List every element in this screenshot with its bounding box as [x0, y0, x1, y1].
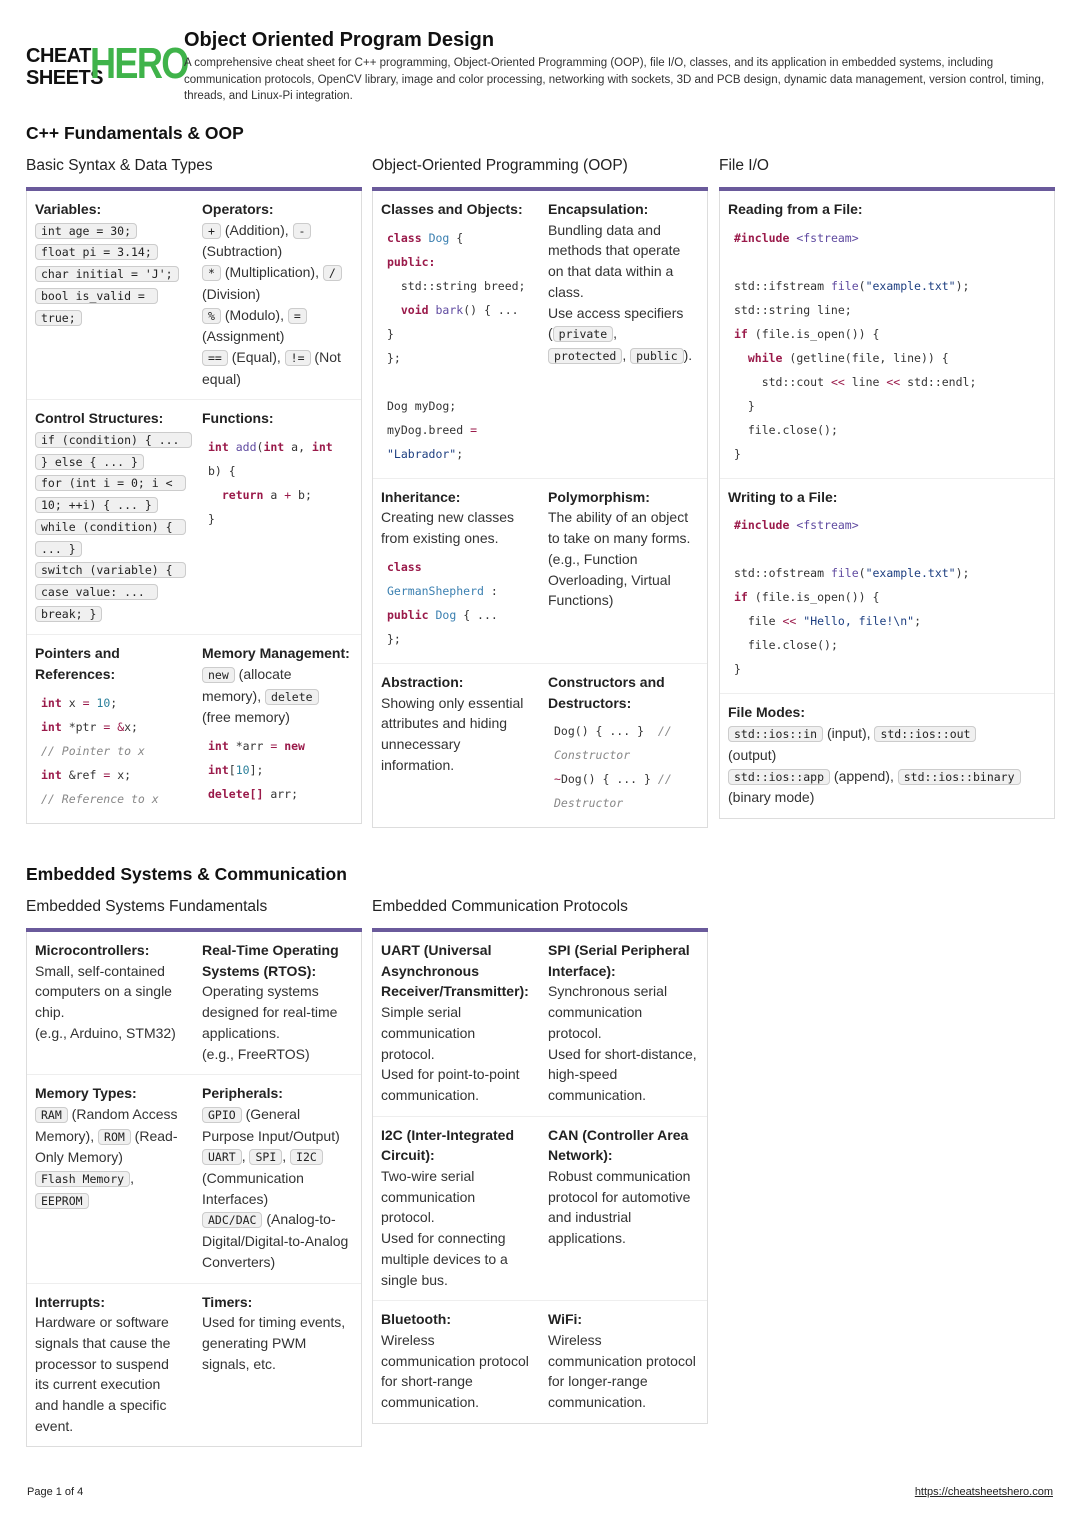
periph-adc-desc: (Analog-to-Digital/Digital-to-Analog Converters) — [202, 1211, 349, 1270]
uart-text2: Used for point-to-point communication. — [381, 1066, 520, 1103]
pointers-code — [35, 685, 186, 813]
card-title: Object-Oriented Programming (OOP) — [372, 157, 628, 174]
tok: { ... — [456, 607, 498, 622]
fn: file — [830, 278, 859, 293]
can-label: CAN (Controller Area Network): — [548, 1126, 689, 1164]
op-plus: + — [202, 223, 221, 239]
inheritance-label: Inheritance: — [381, 488, 461, 505]
memory-delete-desc: (free memory) — [202, 709, 290, 726]
control-code-4: switch (variable) { case value: ... break; } — [35, 562, 186, 621]
functions-label: Functions: — [202, 410, 274, 427]
mode-binary: std::ios::binary — [898, 769, 1021, 785]
periph-gpio: GPIO — [202, 1107, 242, 1123]
num: 10 — [96, 695, 111, 710]
kw: int — [208, 739, 229, 754]
periph-gpio-desc: (General Purpose Input/Output) — [202, 1105, 340, 1144]
uart-text: Simple serial communication protocol. — [381, 1004, 476, 1062]
encapsulation-cell — [540, 191, 707, 478]
kw: class — [387, 559, 422, 574]
inheritance-text: Creating new classes from existing ones. — [381, 509, 515, 547]
kw: delete[] — [208, 787, 264, 802]
tok: std::endl; — [900, 374, 977, 389]
micro-text2: (e.g., Arduino, STM32) — [35, 1024, 176, 1041]
section-heading-embedded: Embedded Systems & Communication — [26, 864, 347, 884]
tok: myDog.breed — [387, 422, 471, 437]
footer-link[interactable]: https://cheatsheetshero.com — [914, 1486, 1053, 1498]
str: "example.txt" — [865, 566, 956, 581]
sep: , — [613, 325, 618, 342]
memory-code — [202, 728, 353, 808]
micro-text: Small, self-contained computers on a single chip. — [35, 962, 172, 1021]
tok: b; — [291, 488, 312, 503]
tok: x; — [124, 719, 138, 734]
comment: // Pointer to x — [41, 743, 145, 758]
tok: *arr — [228, 739, 271, 754]
tok: arr; — [263, 787, 299, 802]
tok: } — [734, 662, 741, 677]
uart-label: UART (Universal Asynchronous Receiver/Transmitter): — [381, 942, 529, 1000]
memory-label: Memory Management: — [202, 645, 350, 662]
i2c-text: Two-wire serial communication protocol. — [381, 1168, 476, 1226]
kw: public — [387, 607, 429, 622]
card-row — [373, 663, 707, 827]
variables-code-1: int age = 30; — [35, 223, 137, 239]
sep: , — [622, 346, 627, 363]
op-mul-desc: (Multiplication), — [220, 264, 319, 281]
card-row — [27, 932, 361, 1074]
op-div-desc: (Division) — [202, 285, 261, 302]
polymorphism-label: Polymorphism: — [548, 488, 650, 505]
polymorphism-cell — [540, 479, 707, 663]
interrupts-label: Interrupts: — [35, 1293, 105, 1310]
memtypes-cell — [27, 1075, 194, 1282]
kw: int — [41, 695, 62, 710]
tok: { — [449, 230, 464, 245]
tok: &ref — [61, 767, 104, 782]
variables-code-3: char initial = 'J'; — [35, 266, 179, 282]
tok: (getline(file, line)) { — [782, 350, 949, 365]
tok: (file.is_open()) { — [747, 326, 880, 341]
op-mul: * — [202, 265, 221, 281]
tok: std::string breed; — [400, 278, 526, 293]
writing-cell — [720, 479, 1054, 694]
tok: (file.is_open()) { — [747, 590, 880, 605]
fn: bark — [435, 302, 464, 317]
op: ~ — [554, 772, 561, 787]
op-assign-desc: (Assignment) — [202, 328, 285, 345]
page-header — [26, 27, 1056, 107]
bluetooth-text: Wireless communication protocol for short-range communication. — [381, 1331, 529, 1411]
interrupts-cell — [27, 1284, 194, 1447]
card-row — [27, 1074, 361, 1282]
card-title: Embedded Systems Fundamentals — [26, 898, 268, 915]
spi-label: SPI (Serial Peripheral Interface): — [548, 942, 690, 979]
cheatsheetshero-logo[interactable] — [26, 39, 188, 89]
classes-code — [381, 220, 532, 468]
spi-cell — [540, 932, 707, 1116]
can-text: Robust communication protocol for automotive and industrial applications. — [548, 1168, 691, 1247]
timers-label: Timers: — [202, 1293, 253, 1310]
op: << — [782, 614, 797, 629]
memory-new: new — [202, 667, 235, 683]
type: Dog — [428, 230, 450, 245]
tok: a, — [284, 440, 312, 455]
mode-out: std::ios::out — [874, 726, 976, 742]
card-row — [720, 478, 1054, 694]
str: "Labrador" — [387, 446, 457, 461]
page-title: Object Oriented Program Design — [184, 29, 495, 51]
periph-adc: ADC/DAC — [202, 1212, 262, 1228]
sep: ). — [683, 346, 693, 363]
operators-cell — [194, 191, 361, 399]
tok: }; — [387, 350, 401, 365]
memory-new-desc: (allocate memory), — [202, 666, 292, 704]
bluetooth-cell — [373, 1301, 540, 1423]
num: 10 — [235, 763, 250, 778]
kw: class — [387, 230, 422, 245]
variables-code-2: float pi = 3.14; — [35, 244, 158, 260]
tok: } — [747, 398, 755, 413]
sep: , — [282, 1148, 287, 1165]
mem-rom-desc: (Read-Only Memory) — [35, 1127, 178, 1166]
kw: if — [734, 590, 748, 605]
mode-out-desc: (output) — [728, 746, 777, 763]
variables-label: Variables: — [35, 201, 102, 217]
tok: std::string line; — [734, 302, 852, 317]
pointers-label: Pointers and References: — [35, 645, 120, 683]
op-eq: == — [202, 350, 228, 366]
tok: Dog() { ... } — [560, 772, 651, 787]
kw: return — [221, 488, 264, 503]
op-ne-desc: (Not equal) — [202, 348, 341, 387]
encapsulation-label: Encapsulation: — [548, 201, 649, 217]
spi-text: Synchronous serial communication protocol. — [548, 983, 668, 1041]
tok: [ — [228, 763, 236, 778]
periph-i2c: I2C — [290, 1149, 323, 1165]
inheritance-cell — [373, 479, 540, 663]
writing-code: #include <fstream> std::ofstream file("example.txt"); if (file.is_open()) { file << "Hello, file!\n"; file.close(); } — [734, 518, 970, 677]
mem-rom: ROM — [98, 1129, 131, 1145]
str: "example.txt" — [865, 278, 956, 293]
control-code-1: if (condition) { ... } else { ... } — [35, 432, 192, 470]
op-minus-desc: (Subtraction) — [202, 243, 283, 260]
op: = — [103, 767, 111, 782]
header-text — [184, 27, 1056, 105]
constructors-label: Constructors and Destructors: — [548, 673, 665, 711]
pointers-cell — [27, 635, 194, 822]
i2c-text2: Used for connecting multiple devices to a single bus. — [381, 1230, 508, 1288]
writing-label: Writing to a File: — [728, 488, 838, 505]
tok: std::ifstream — [734, 278, 831, 293]
tok: () { ... } — [387, 302, 526, 341]
fn: <fstream> — [796, 518, 859, 533]
type: Dog — [435, 607, 457, 622]
reading-label: Reading from a File: — [728, 201, 863, 217]
encapsulation-text2: Use access specifiers ( — [548, 304, 684, 342]
op-eq-desc: (Equal), — [227, 348, 281, 365]
micro-label: Microcontrollers: — [35, 942, 150, 958]
i2c-label: I2C (Inter-Integrated Circuit): — [381, 1126, 515, 1164]
encapsulation-text: Bundling data and methods that operate on that data within a class. — [548, 221, 681, 300]
logo-line1: CHEAT — [26, 45, 91, 67]
op-div: / — [323, 265, 342, 281]
mode-app-desc: (append), — [830, 767, 894, 784]
op-assign: = — [288, 308, 307, 324]
kw: void — [400, 302, 429, 317]
card-row — [373, 932, 707, 1116]
kw: new — [277, 739, 305, 754]
access-private: private — [553, 326, 613, 342]
timers-text: Used for timing events, generating PWM signals, etc. — [202, 1314, 346, 1372]
kw: if — [734, 326, 748, 341]
modes-label: File Modes: — [728, 704, 806, 721]
op: = — [82, 695, 90, 710]
access-protected: protected — [548, 348, 622, 364]
operators-label: Operators: — [202, 201, 274, 217]
op: << — [830, 374, 845, 389]
abstraction-label: Abstraction: — [381, 673, 464, 690]
page-description: A comprehensive cheat sheet for C++ programming, Object-Oriented Programming (OOP), file I/O, classes, and its application in embedded systems, including communication protocols, OpenCV library, image and color processing, networking with sockets, 3D and PCB design, dynamic data management, version control, timing, threads, and Linux-Pi integration. — [184, 57, 1045, 102]
rtos-text2: (e.g., FreeRTOS) — [202, 1045, 310, 1062]
rtos-cell — [194, 932, 361, 1074]
card-row — [27, 191, 361, 399]
card-protocols — [372, 898, 708, 1424]
tok: std::cout — [761, 374, 831, 389]
card-row — [27, 399, 361, 634]
reading-cell — [720, 191, 1054, 478]
classes-label: Classes and Objects: — [381, 201, 523, 217]
tok: a — [263, 488, 285, 503]
op-mod-desc: (Modulo), — [220, 306, 284, 323]
periph-uart: UART — [202, 1149, 242, 1165]
periph-comm-desc: (Communication Interfaces) — [202, 1170, 304, 1207]
kw: int — [208, 763, 229, 778]
control-code-2: for (int i = 0; i < 10; ++i) { ... } — [35, 475, 186, 513]
periph-spi: SPI — [249, 1149, 282, 1165]
sep: , — [130, 1170, 134, 1187]
kw: #include — [734, 518, 790, 533]
tok: ; — [110, 695, 118, 710]
functions-code — [202, 429, 353, 533]
comment: // Constructor — [554, 724, 679, 763]
interrupts-text: Hardware or software signals that cause the processor to suspend its current execution and handle a specific event. — [35, 1314, 171, 1434]
card-row — [27, 1283, 361, 1447]
spi-text2: Used for short-distance, high-speed communication. — [548, 1045, 697, 1103]
inheritance-code — [381, 549, 532, 653]
op: = — [270, 739, 278, 754]
uart-cell — [373, 932, 540, 1116]
memory-delete: delete — [265, 689, 319, 705]
periph-label: Peripherals: — [202, 1085, 283, 1102]
kw: int — [41, 767, 62, 782]
access-public: public — [630, 348, 684, 364]
op: = — [470, 422, 478, 437]
tok: x; — [110, 767, 132, 782]
op: = — [103, 719, 111, 734]
functions-cell — [194, 400, 361, 634]
kw: #include — [734, 230, 790, 245]
tok: x — [61, 695, 83, 710]
card-row — [373, 478, 707, 663]
i2c-cell — [373, 1117, 540, 1301]
kw: while — [747, 350, 783, 365]
modes-cell — [720, 694, 1054, 818]
rtos-label: Real-Time Operating Systems (RTOS): — [202, 942, 339, 979]
kw: int — [311, 440, 333, 455]
card-row — [373, 191, 707, 478]
memory-cell — [194, 635, 361, 822]
control-cell — [27, 400, 194, 634]
section-heading-cpp: C++ Fundamentals & OOP — [26, 123, 244, 143]
mem-ram-desc: (Random Access Memory), — [35, 1105, 178, 1144]
comment: // Destructor — [554, 772, 679, 811]
tok: b) { — [208, 440, 340, 479]
fn: add — [235, 440, 257, 455]
constructors-code — [548, 713, 699, 817]
tok: ]; — [249, 763, 264, 778]
tok: line — [844, 374, 887, 389]
control-label: Control Structures: — [35, 410, 164, 427]
kw: public: — [387, 254, 436, 269]
control-code-3: while (condition) { ... } — [35, 519, 186, 557]
card-row — [27, 634, 361, 822]
str: "Hello, file!\n" — [803, 614, 915, 629]
tok: } — [208, 512, 215, 527]
fn: <fstream> — [796, 230, 859, 245]
tok: Dog myDog; — [387, 398, 457, 413]
mem-eeprom: EEPROM — [35, 1193, 89, 1209]
variables-code-4: bool is_valid = true; — [35, 288, 158, 326]
tok: ( — [256, 440, 264, 455]
mode-in: std::ios::in — [728, 726, 823, 742]
mode-in-desc: (input), — [823, 725, 871, 742]
logo-line2: SHEETS — [26, 67, 104, 89]
mode-app: std::ios::app — [728, 769, 830, 785]
memtypes-label: Memory Types: — [35, 1085, 137, 1102]
wifi-label: WiFi: — [548, 1311, 583, 1328]
card-title: Embedded Communication Protocols — [372, 898, 628, 915]
tok: Dog() { ... } — [554, 724, 645, 739]
reading-code: #include <fstream> std::ifstream file("example.txt"); std::string line; if (file.is_open()) { while (getline(file, line)) { std::cout << line << std::endl; } file.close(); } — [734, 230, 977, 461]
comment: // Reference to x — [41, 791, 159, 806]
card-file-io — [719, 157, 1055, 819]
tok: file — [747, 614, 783, 629]
card-basic-syntax — [26, 157, 362, 824]
card-row — [373, 1300, 707, 1423]
abstraction-text: Showing only essential attributes and hiding unnecessary information. — [381, 694, 524, 773]
variables-cell — [27, 191, 194, 399]
card-row — [720, 693, 1054, 818]
card-row — [373, 1116, 707, 1301]
abstraction-cell — [373, 664, 540, 827]
type: GermanShepherd — [387, 583, 484, 598]
card-title: File I/O — [719, 157, 769, 174]
mode-binary-desc: (binary mode) — [728, 789, 815, 806]
kw: int — [263, 440, 285, 455]
rtos-text: Operating systems designed for real-time applications. — [202, 983, 338, 1041]
card-row — [720, 191, 1054, 478]
polymorphism-text: The ability of an object to take on many forms. (e.g., Function Overloading, Virtual Functions) — [548, 509, 691, 609]
tok: *ptr — [61, 719, 104, 734]
wifi-text: Wireless communication protocol for longer-range communication. — [548, 1331, 696, 1411]
tok: } — [734, 446, 741, 461]
micro-cell — [27, 932, 194, 1074]
op-mod: % — [202, 308, 221, 324]
tok: std::ofstream — [734, 566, 831, 581]
timers-cell — [194, 1284, 361, 1447]
tok: : — [483, 583, 505, 598]
can-cell — [540, 1117, 707, 1301]
card-title: Basic Syntax & Data Types — [26, 157, 213, 174]
classes-cell — [373, 191, 540, 478]
page-number: Page 1 of 4 — [27, 1486, 84, 1498]
op: + — [284, 488, 292, 503]
kw: int — [41, 719, 62, 734]
constructors-cell — [540, 664, 707, 827]
op: & — [110, 719, 125, 734]
wifi-cell — [540, 1301, 707, 1423]
kw: int — [208, 440, 229, 455]
card-oop — [372, 157, 708, 828]
sep: , — [241, 1148, 246, 1165]
mem-ram: RAM — [35, 1107, 68, 1123]
tok: file.close(); — [747, 422, 838, 437]
op: << — [886, 374, 901, 389]
tok: }; — [387, 631, 401, 646]
tok: ; — [456, 446, 464, 461]
op-minus: - — [293, 223, 312, 239]
op-ne: != — [285, 350, 311, 366]
logo-hero: HERO — [90, 39, 188, 88]
op-plus-desc: (Addition), — [220, 221, 289, 238]
card-embedded-fundamentals — [26, 898, 362, 1447]
bluetooth-label: Bluetooth: — [381, 1311, 451, 1328]
periph-cell — [194, 1075, 361, 1282]
tok: file.close(); — [747, 638, 838, 653]
mem-flash: Flash Memory — [35, 1171, 130, 1187]
fn: file — [830, 566, 859, 581]
